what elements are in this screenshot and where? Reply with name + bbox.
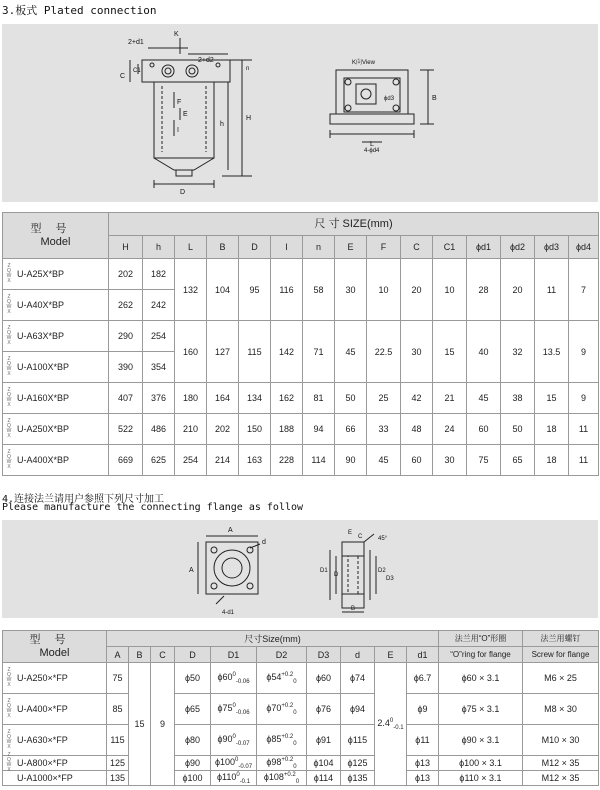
- cell-group-value: 71: [303, 321, 335, 383]
- flange-size-header: 尺寸Size(mm): [107, 631, 439, 647]
- flange-model-name: U-A630×*FP: [17, 735, 68, 745]
- cell-group-value: 21: [433, 383, 467, 414]
- cell-d: ϕ65: [175, 694, 211, 725]
- cell-d2: [257, 694, 307, 725]
- flange-col-header-9: d1: [407, 647, 439, 663]
- cell-group-value: 15: [535, 383, 569, 414]
- label-c: C: [120, 73, 126, 80]
- cell-group-value: 42: [401, 383, 433, 414]
- d1-value: ϕ90: [217, 733, 233, 744]
- size-header: 尺 寸 SIZE(mm): [109, 213, 599, 236]
- cell-group-value: 127: [207, 321, 239, 383]
- cell-e: [375, 663, 407, 786]
- label-e: E: [183, 111, 188, 118]
- flange-col-header-7: d: [341, 647, 375, 663]
- model-name: U-A160X*BP: [17, 393, 70, 403]
- label-k: K: [174, 31, 179, 38]
- d1-tol-low: -0.06: [235, 678, 250, 685]
- cell-d3: ϕ91: [307, 725, 341, 756]
- model-side-tag: ZQWX: [6, 263, 12, 284]
- cell-oring: ϕ110 × 3.1: [439, 771, 523, 786]
- table-row: [3, 321, 599, 352]
- cell-group-value: 30: [335, 259, 367, 321]
- flange-model-cell: [3, 752, 107, 773]
- flange-col-header-3: D: [175, 647, 211, 663]
- label-n: n: [246, 66, 250, 72]
- col-header-1: h: [143, 236, 175, 259]
- cell-group-value: 90: [335, 445, 367, 476]
- d1-tol-low: -0.07: [235, 740, 250, 747]
- model-side-tag: ZQWX: [6, 418, 12, 439]
- flange-table-row: [3, 756, 599, 771]
- model-cell: [3, 383, 109, 414]
- model-side-tag: ZQWX: [6, 387, 12, 408]
- cell-group-value: 30: [433, 445, 467, 476]
- label-h-big: H: [246, 115, 252, 122]
- d2-value: ϕ98: [266, 756, 282, 767]
- label-b: B: [432, 95, 437, 102]
- d2-tol-up: +0.2: [283, 771, 296, 778]
- cell-d2: [257, 771, 307, 786]
- flange-model-header-cn: 型号: [29, 633, 80, 646]
- cell-H: 522: [109, 414, 143, 445]
- cell-group-value: 33: [367, 414, 401, 445]
- d2-tol-up: +0.2: [281, 702, 294, 709]
- cell-d3: ϕ76: [307, 694, 341, 725]
- col-header-0: H: [109, 236, 143, 259]
- model-cell: [3, 290, 109, 321]
- cell-H: 290: [109, 321, 143, 352]
- col-header-6: n: [303, 236, 335, 259]
- cell-oring: ϕ100 × 3.1: [439, 756, 523, 771]
- label-2-plus-d2: 2+d2: [198, 57, 214, 64]
- cell-a: 125: [107, 756, 129, 771]
- cell-group-value: 30: [401, 321, 433, 383]
- cell-group-value: 45: [367, 445, 401, 476]
- cell-group-value: 45: [467, 383, 501, 414]
- flange-table-row: [3, 663, 599, 694]
- flange-label-angle: 45°: [378, 536, 388, 542]
- cell-group-value: 9: [569, 383, 599, 414]
- cell-group-value: 45: [335, 321, 367, 383]
- cell-group-value: 115: [239, 321, 271, 383]
- label-c1: C1: [133, 68, 141, 74]
- cell-d-small: ϕ125: [341, 756, 375, 771]
- cell-d-small: ϕ94: [341, 694, 375, 725]
- model-cell: [3, 321, 109, 352]
- section-4-title-cn: 4.连接法兰请用户参照下列尺寸加工: [2, 494, 165, 505]
- cell-H: 202: [109, 259, 143, 290]
- cell-group-value: 24: [433, 414, 467, 445]
- cell-c: 9: [151, 663, 175, 786]
- flange-label-a-top: A: [228, 527, 233, 534]
- model-cell: [3, 414, 109, 445]
- filter-technical-drawing: [2, 24, 598, 202]
- flange-dimensions-table: [2, 630, 599, 786]
- label-4-phi-d4: 4-ϕd4: [364, 148, 380, 154]
- cell-group-value: 142: [271, 321, 303, 383]
- cell-group-value: 38: [501, 383, 535, 414]
- cell-h: 182: [143, 259, 175, 290]
- cell-d1: ϕ13: [407, 771, 439, 786]
- cell-group-value: 134: [239, 383, 271, 414]
- model-side-tag: ZQWX: [6, 449, 12, 470]
- flange-model-cell: [3, 694, 107, 725]
- cell-group-value: 214: [207, 445, 239, 476]
- d1-tol-low: -0.1: [239, 778, 251, 785]
- cell-group-value: 188: [271, 414, 303, 445]
- flange-table-row: [3, 725, 599, 756]
- screw-header-en: Screw for flange: [523, 647, 599, 663]
- cell-d1: [211, 694, 257, 725]
- cell-group-value: 164: [207, 383, 239, 414]
- cell-group-value: 28: [467, 259, 501, 321]
- cell-group-value: 254: [175, 445, 207, 476]
- flange-col-header-0: A: [107, 647, 129, 663]
- d2-tol-low: 0: [293, 709, 297, 716]
- d2-tol-up: +0.2: [281, 733, 294, 740]
- label-k-view: K向View: [352, 60, 375, 66]
- cell-oring: ϕ75 × 3.1: [439, 694, 523, 725]
- cell-d2: [257, 663, 307, 694]
- filter-dimensions-table: [2, 212, 599, 476]
- cell-d1: ϕ6.7: [407, 663, 439, 694]
- model-header-cn: 型号: [30, 222, 81, 235]
- flange-col-header-1: B: [129, 647, 151, 663]
- model-name: U-A400X*BP: [17, 455, 70, 465]
- col-header-14: ϕd4: [569, 236, 599, 259]
- flange-label-d: d: [262, 539, 266, 546]
- cell-group-value: 50: [335, 383, 367, 414]
- cell-group-value: 202: [207, 414, 239, 445]
- label-h-small: h: [220, 121, 224, 128]
- cell-b: 15: [129, 663, 151, 786]
- cell-group-value: 48: [401, 414, 433, 445]
- cell-h: 254: [143, 321, 175, 352]
- e-value: 2.4: [377, 717, 390, 728]
- cell-H: 390: [109, 352, 143, 383]
- cell-group-value: 65: [501, 445, 535, 476]
- cell-group-value: 114: [303, 445, 335, 476]
- cell-screw: M12 × 35: [523, 756, 599, 771]
- table-row: [3, 414, 599, 445]
- cell-h: 625: [143, 445, 175, 476]
- cell-group-value: 60: [467, 414, 501, 445]
- col-header-12: ϕd2: [501, 236, 535, 259]
- cell-screw: M8 × 30: [523, 694, 599, 725]
- model-cell: [3, 352, 109, 383]
- d1-tol-up: 0: [236, 771, 240, 778]
- col-header-10: C1: [433, 236, 467, 259]
- cell-group-value: 228: [271, 445, 303, 476]
- cell-H: 669: [109, 445, 143, 476]
- cell-screw: M6 × 25: [523, 663, 599, 694]
- section-3-title: 3.板式 Plated connection: [2, 4, 157, 17]
- cell-d-small: ϕ115: [341, 725, 375, 756]
- d1-tol-up: 0: [232, 733, 236, 740]
- d1-value: ϕ60: [217, 671, 233, 682]
- e-tol-low: -0.1: [393, 724, 404, 731]
- label-phi-d3: ϕd3: [384, 96, 395, 102]
- model-side-tag: ZQWX: [6, 356, 12, 377]
- model-name: U-A25X*BP: [17, 269, 65, 279]
- flange-label-4-d1: 4-d1: [222, 610, 235, 616]
- flange-model-name: U-A800×*FP: [17, 758, 68, 768]
- d2-value: ϕ70: [266, 702, 282, 713]
- d2-value: ϕ108: [263, 771, 284, 782]
- flange-table-row: [3, 771, 599, 786]
- flange-model-side-tag: ZQWX: [6, 698, 12, 719]
- d2-tol-low: 0: [295, 778, 300, 785]
- cell-group-value: 9: [569, 321, 599, 383]
- flange-model-header: [3, 631, 107, 663]
- flange-col-header-4: D1: [211, 647, 257, 663]
- cell-group-value: 25: [367, 383, 401, 414]
- cell-oring: ϕ60 × 3.1: [439, 663, 523, 694]
- col-header-8: F: [367, 236, 401, 259]
- flange-label-d2: D2: [378, 568, 386, 574]
- plated-connection-drawing: [2, 24, 598, 202]
- cell-d1: [211, 771, 257, 786]
- col-header-2: L: [175, 236, 207, 259]
- table-row: [3, 259, 599, 290]
- flange-label-d-big: D: [334, 572, 339, 578]
- cell-d-small: ϕ74: [341, 663, 375, 694]
- cell-group-value: 20: [401, 259, 433, 321]
- d1-tol-low: -0.07: [238, 763, 253, 770]
- cell-d1: ϕ11: [407, 725, 439, 756]
- cell-d1: [211, 725, 257, 756]
- col-header-5: I: [271, 236, 303, 259]
- d1-tol-up: 0: [232, 702, 236, 709]
- model-name: U-A250X*BP: [17, 424, 70, 434]
- screw-header-cn: 法兰用螺钉: [523, 631, 599, 647]
- cell-d: ϕ90: [175, 756, 211, 771]
- flange-model-cell: [3, 771, 107, 786]
- cell-h: 486: [143, 414, 175, 445]
- cell-group-value: 75: [467, 445, 501, 476]
- cell-group-value: 60: [401, 445, 433, 476]
- cell-oring: ϕ90 × 3.1: [439, 725, 523, 756]
- flange-model-side-tag: ZQWX: [6, 667, 12, 688]
- d1-tol-up: 0: [232, 671, 236, 678]
- cell-d: ϕ50: [175, 663, 211, 694]
- flange-model-side-tag: ZQWX: [6, 729, 12, 750]
- d2-tol-up: +0.2: [281, 671, 294, 678]
- cell-group-value: 10: [433, 259, 467, 321]
- d2-value: ϕ54: [266, 671, 282, 682]
- e-tol-up: 0: [389, 717, 394, 724]
- oring-header-en: “O”ring for flange: [439, 647, 523, 663]
- cell-group-value: 94: [303, 414, 335, 445]
- cell-a: 75: [107, 663, 129, 694]
- col-header-9: C: [401, 236, 433, 259]
- model-cell: [3, 445, 109, 476]
- col-header-3: B: [207, 236, 239, 259]
- flange-model-name: U-A400×*FP: [17, 704, 68, 714]
- cell-group-value: 95: [239, 259, 271, 321]
- label-2-plus-d1: 2+d1: [128, 39, 144, 46]
- cell-group-value: 18: [535, 414, 569, 445]
- flange-col-header-2: C: [151, 647, 175, 663]
- cell-group-value: 132: [175, 259, 207, 321]
- cell-group-value: 81: [303, 383, 335, 414]
- flange-model-name: U-A250×*FP: [17, 673, 68, 683]
- col-header-13: ϕd3: [535, 236, 569, 259]
- flange-label-d1: D1: [320, 568, 328, 574]
- cell-group-value: 104: [207, 259, 239, 321]
- flange-technical-drawing: [2, 520, 598, 618]
- cell-group-value: 18: [535, 445, 569, 476]
- cell-group-value: 162: [271, 383, 303, 414]
- label-d: D: [180, 189, 186, 196]
- d1-tol-low: -0.06: [235, 709, 250, 716]
- d2-value: ϕ85: [266, 733, 282, 744]
- cell-group-value: 20: [501, 259, 535, 321]
- model-name: U-A63X*BP: [17, 331, 65, 341]
- d2-tol-low: 0: [293, 678, 297, 685]
- cell-d: ϕ80: [175, 725, 211, 756]
- flange-label-d3: D3: [386, 576, 394, 582]
- cell-group-value: 11: [535, 259, 569, 321]
- oring-header-cn: 法兰用“O”形圈: [439, 631, 523, 647]
- cell-a: 115: [107, 725, 129, 756]
- d2-tol-low: 0: [293, 740, 297, 747]
- cell-H: 407: [109, 383, 143, 414]
- cell-H: 262: [109, 290, 143, 321]
- k-view-outline: [336, 70, 408, 114]
- d1-value: ϕ100: [214, 756, 236, 767]
- cell-h: 242: [143, 290, 175, 321]
- flange-section-outline: [342, 542, 364, 608]
- col-header-7: E: [335, 236, 367, 259]
- cell-h: 354: [143, 352, 175, 383]
- cell-group-value: 40: [467, 321, 501, 383]
- flange-col-header-5: D2: [257, 647, 307, 663]
- label-i: I: [177, 127, 179, 134]
- cell-group-value: 15: [433, 321, 467, 383]
- col-header-11: ϕd1: [467, 236, 501, 259]
- cell-group-value: 11: [569, 414, 599, 445]
- cell-group-value: 11: [569, 445, 599, 476]
- cell-group-value: 180: [175, 383, 207, 414]
- cell-group-value: 7: [569, 259, 599, 321]
- cell-d3: ϕ114: [307, 771, 341, 786]
- cell-d1: ϕ9: [407, 694, 439, 725]
- d1-value: ϕ75: [217, 702, 233, 713]
- cell-d2: [257, 725, 307, 756]
- cell-group-value: 32: [501, 321, 535, 383]
- cell-group-value: 22.5: [367, 321, 401, 383]
- cell-d3: ϕ104: [307, 756, 341, 771]
- flange-model-header-en: Model: [39, 646, 70, 659]
- cell-h: 376: [143, 383, 175, 414]
- cell-screw: M12 × 35: [523, 771, 599, 786]
- model-name: U-A100X*BP: [17, 362, 70, 372]
- model-side-tag: ZQWX: [6, 294, 12, 315]
- label-f: F: [177, 99, 182, 106]
- cell-group-value: 66: [335, 414, 367, 445]
- d2-tol-low: 0: [293, 763, 297, 770]
- cell-group-value: 116: [271, 259, 303, 321]
- model-header: [3, 213, 109, 259]
- col-header-4: D: [239, 236, 271, 259]
- cell-group-value: 13.5: [535, 321, 569, 383]
- cell-screw: M10 × 30: [523, 725, 599, 756]
- cell-d1: ϕ13: [407, 756, 439, 771]
- model-side-tag: ZQWX: [6, 325, 12, 346]
- cell-group-value: 163: [239, 445, 271, 476]
- model-name: U-A40X*BP: [17, 300, 65, 310]
- table-row: [3, 383, 599, 414]
- cell-d1: [211, 663, 257, 694]
- flange-drawing: [2, 520, 598, 618]
- cell-d2: [257, 756, 307, 771]
- cell-group-value: 210: [175, 414, 207, 445]
- flange-label-e: E: [348, 530, 353, 536]
- cell-group-value: 10: [367, 259, 401, 321]
- cell-group-value: 160: [175, 321, 207, 383]
- d1-value: ϕ110: [216, 771, 237, 782]
- flange-label-b: B: [351, 606, 356, 612]
- cell-group-value: 150: [239, 414, 271, 445]
- flange-col-header-8: E: [375, 647, 407, 663]
- cell-d1: [211, 756, 257, 771]
- d1-tol-up: 0: [235, 756, 239, 763]
- cell-d3: ϕ60: [307, 663, 341, 694]
- section-4-title-en: Please manufacture the connecting flange as follow: [2, 502, 304, 513]
- table-row: [3, 445, 599, 476]
- flange-model-side-tag: ZQWX: [6, 752, 12, 773]
- flange-col-header-6: D3: [307, 647, 341, 663]
- model-header-en: Model: [40, 235, 71, 248]
- cell-a: 135: [107, 771, 129, 786]
- flange-model-name: U-A1000×*FP: [17, 773, 73, 783]
- flange-table-row: [3, 694, 599, 725]
- cell-group-value: 58: [303, 259, 335, 321]
- cell-group-value: 50: [501, 414, 535, 445]
- flange-model-cell: [3, 725, 107, 756]
- flange-label-a-side: A: [189, 567, 194, 574]
- label-l: L: [370, 141, 374, 148]
- cell-d-small: ϕ135: [341, 771, 375, 786]
- flange-label-c: C: [358, 534, 363, 540]
- model-cell: [3, 259, 109, 290]
- cell-d: ϕ100: [175, 771, 211, 786]
- cell-a: 85: [107, 694, 129, 725]
- filter-body-outline: [154, 82, 214, 158]
- d2-tol-up: +0.2: [281, 756, 294, 763]
- flange-model-cell: [3, 663, 107, 694]
